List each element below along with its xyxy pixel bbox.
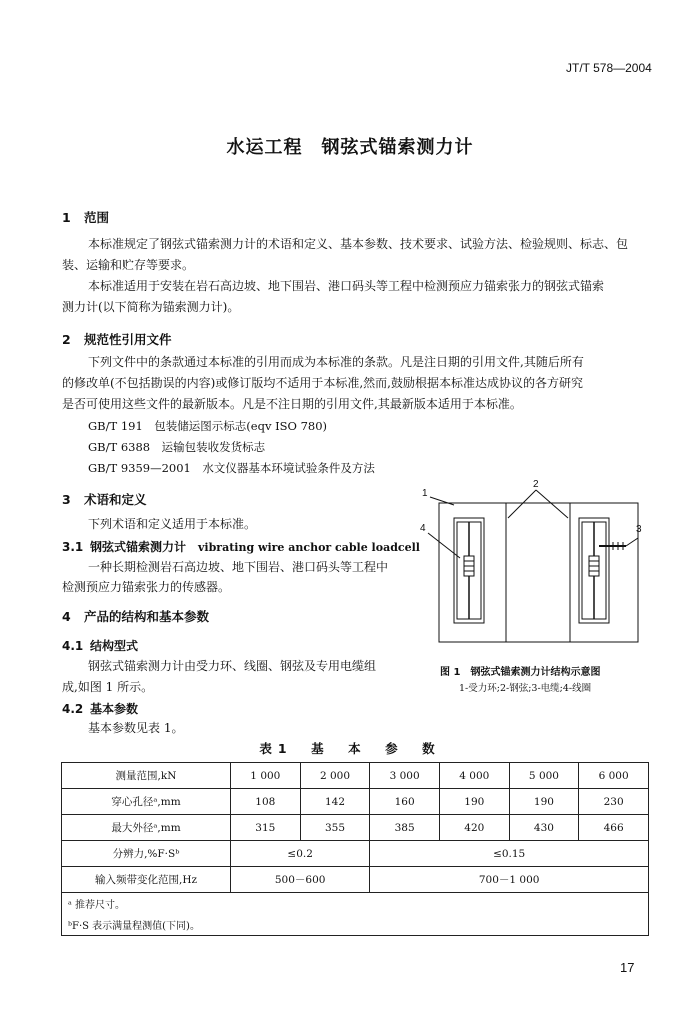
reference-item: GB/T 9359—2001 水文仪器基本环境试验条件及方法 xyxy=(88,461,375,475)
term-chinese: 钢弦式锚索测力计 xyxy=(90,540,187,554)
table-cell: 190 xyxy=(439,789,509,815)
paragraph-line: 下列文件中的条款通过本标准的引用而成为本标准的条款。凡是注日期的引用文件,其随后所有 xyxy=(88,355,584,369)
subsection-4-1-heading xyxy=(62,637,138,654)
table-cell: 190 xyxy=(509,789,579,815)
table-cell: 500－600 xyxy=(231,867,370,893)
row-label: 分辨力,%F·Sᵇ xyxy=(62,841,231,867)
paragraph-line: 测力计(以下简称为锚索测力计)。 xyxy=(62,300,240,314)
leader-line xyxy=(508,490,536,518)
table-row xyxy=(62,867,649,893)
figure-caption: 图 1 钢弦式锚索测力计结构示意图 xyxy=(440,667,601,678)
leader-line xyxy=(626,538,638,546)
subsection-number: 4.2 xyxy=(62,702,84,716)
table-cell: ≤0.2 xyxy=(231,841,370,867)
table-row xyxy=(62,763,649,789)
row-label: 最大外径ᵃ,mm xyxy=(62,815,231,841)
section-number: 4 xyxy=(62,609,71,624)
paragraph-line: 成,如图 1 所示。 xyxy=(62,680,154,694)
section-number: 2 xyxy=(62,332,71,347)
table-cell: 3 000 xyxy=(370,763,440,789)
label-1: 1 xyxy=(422,488,428,499)
table-cell: 160 xyxy=(370,789,440,815)
term-3-1 xyxy=(62,538,420,555)
table-cell: 5 000 xyxy=(509,763,579,789)
label-3: 3 xyxy=(636,524,642,535)
row-label: 测量范围,kN xyxy=(62,763,231,789)
term-number: 3.1 xyxy=(62,540,84,554)
table-cell: 466 xyxy=(579,815,649,841)
table-cell: 6 000 xyxy=(579,763,649,789)
table-cell: 142 xyxy=(300,789,370,815)
leader-line xyxy=(428,533,460,558)
leader-line xyxy=(430,497,454,505)
figure-legend: 1-受力环;2-钢弦;3-电缆;4-线圈 xyxy=(459,683,592,694)
table-cell: 385 xyxy=(370,815,440,841)
document-title: 水运工程 钢弦式锚索测力计 xyxy=(226,137,474,158)
section-2-heading xyxy=(62,330,172,348)
row-label: 输入频带变化范围,Hz xyxy=(62,867,231,893)
leader-line xyxy=(536,490,568,518)
table-cell: 4 000 xyxy=(439,763,509,789)
section-title: 术语和定义 xyxy=(84,492,147,507)
table-footnote: ᵃ 推荐尺寸。 xyxy=(62,893,649,915)
section-3-heading xyxy=(62,490,147,508)
paragraph-line: 本标准规定了钢弦式锚索测力计的术语和定义、基本参数、技术要求、试验方法、检验规则、标志、包 xyxy=(88,237,629,251)
section-4-heading xyxy=(62,607,209,625)
structure-diagram xyxy=(410,478,660,653)
table-footnote-row xyxy=(62,893,649,915)
paragraph-line: 下列术语和定义适用于本标准。 xyxy=(88,517,257,531)
page-number: 17 xyxy=(620,960,635,975)
paragraph-line: 是否可使用这些文件的最新版本。凡是不注日期的引用文件,其最新版本适用于本标准。 xyxy=(62,397,522,411)
table-caption: 表1 基 本 参 数 xyxy=(259,741,441,756)
table-row xyxy=(62,789,649,815)
table-cell: 430 xyxy=(509,815,579,841)
table-cell: 1 000 xyxy=(231,763,301,789)
table-footnote-row xyxy=(62,914,649,936)
section-number: 3 xyxy=(62,492,71,507)
subsection-title: 基本参数 xyxy=(90,702,139,716)
table-cell: 420 xyxy=(439,815,509,841)
parameter-table xyxy=(61,762,649,936)
section-title: 规范性引用文件 xyxy=(84,332,172,347)
paragraph-line: 基本参数见表 1。 xyxy=(88,721,184,735)
table-row xyxy=(62,841,649,867)
section-title: 范围 xyxy=(84,210,110,225)
table-row xyxy=(62,815,649,841)
paragraph-line: 一种长期检测岩石高边坡、地下围岩、港口码头等工程中 xyxy=(88,560,389,574)
section-number: 1 xyxy=(62,210,71,225)
paragraph-line: 本标准适用于安装在岩石高边坡、地下围岩、港口码头等工程中检测预应力锚索张力的钢弦式锚索 xyxy=(88,279,605,293)
table-cell: 700－1 000 xyxy=(370,867,649,893)
term-english: vibrating wire anchor cable loadcell xyxy=(198,541,420,554)
table-cell: 355 xyxy=(300,815,370,841)
standard-number: JT/T 578—2004 xyxy=(566,61,652,75)
subsection-number: 4.1 xyxy=(62,639,84,653)
paragraph-line: 检测预应力锚索张力的传感器。 xyxy=(62,580,231,594)
label-2: 2 xyxy=(533,479,539,490)
table-cell: 230 xyxy=(579,789,649,815)
subsection-title: 结构型式 xyxy=(90,639,139,653)
table-cell: ≤0.15 xyxy=(370,841,649,867)
label-4: 4 xyxy=(420,523,426,534)
row-label: 穿心孔径ᵃ,mm xyxy=(62,789,231,815)
reference-item: GB/T 191 包装储运图示标志(eqv ISO 780) xyxy=(88,419,328,433)
section-1-heading xyxy=(62,208,109,226)
paragraph-line: 的修改单(不包括勘误的内容)或修订版均不适用于本标准,然而,鼓励根据本标准达成协议的各方研究 xyxy=(62,376,583,390)
section-title: 产品的结构和基本参数 xyxy=(84,609,210,624)
table-cell: 108 xyxy=(231,789,301,815)
table-cell: 315 xyxy=(231,815,301,841)
reference-item: GB/T 6388 运输包装收发货标志 xyxy=(88,440,266,454)
table-footnote: ᵇF·S 表示满量程测值(下同)。 xyxy=(62,914,649,936)
paragraph-line: 装、运输和贮存等要求。 xyxy=(62,258,195,272)
table-cell: 2 000 xyxy=(300,763,370,789)
paragraph-line: 钢弦式锚索测力计由受力环、线圈、钢弦及专用电缆组 xyxy=(88,659,377,673)
subsection-4-2-heading xyxy=(62,700,138,717)
